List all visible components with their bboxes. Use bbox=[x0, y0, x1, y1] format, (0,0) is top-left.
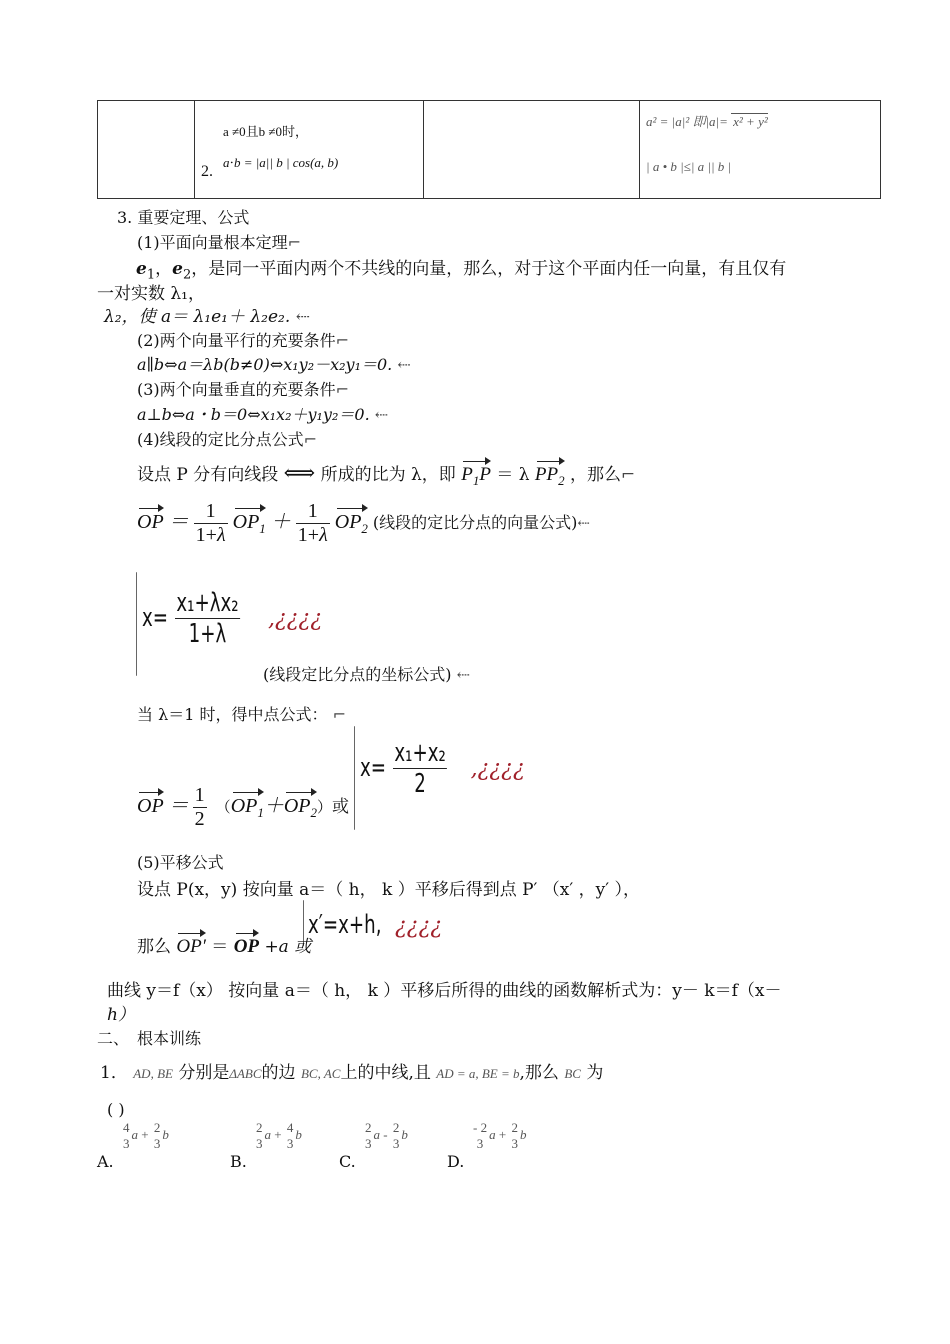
paragraph: 曲线 y＝f（x） 按向量 a＝（ h， k ）平移后所得的曲线的函数解析式为：y－ k＝f（x－ bbox=[107, 981, 782, 1001]
section-heading: 二、 根本训练 bbox=[97, 1029, 202, 1048]
translation-formula: 那么 OP′ ＝ OP +a 或 bbox=[137, 936, 312, 957]
options-row: A. 4 3 a + 2 3 b B. 2 3 a + 4 3 b C. 2 3 a - 2 3 b D. - 2 3 a + 2 3 b bbox=[97, 1120, 527, 1171]
subsection-title: (5)平移公式 bbox=[137, 853, 224, 872]
table-cell bbox=[640, 101, 881, 199]
question-1: 1． AD, BE 分别是ΔABC的边 BC, AC上的中线,且 AD = a, BE = b,那么 BC 为 bbox=[100, 1063, 604, 1083]
paragraph: λ₂，使 a＝ λ₁e₁＋ λ₂e₂. ⇠ bbox=[104, 307, 310, 327]
cell-formula: a² = |a|² 即|a|= x² + y² bbox=[646, 114, 768, 129]
subsection-title: (3)两个向量垂直的充要条件⌐ bbox=[137, 380, 350, 399]
note: (线段定比分点的坐标公式) ⇠ bbox=[263, 665, 470, 684]
paragraph: 一对实数 λ₁， bbox=[97, 284, 205, 304]
midpoint-vector-formula: OP ＝ $\frac{1}{2}$ $(OP_1+OP_2)$或 bbox=[137, 784, 350, 830]
paragraph: 设点 P 分有向线段 ⟺ 所成的比为 λ，即 $P_1P = \lambda$ $PP_2$ ，那么⌐ bbox=[137, 461, 636, 488]
cell-formula: | a • b |≤| a || b | bbox=[646, 159, 732, 174]
subsection-title: (4)线段的定比分点公式⌐ bbox=[137, 430, 318, 449]
section-heading: 3. 重要定理、公式 bbox=[117, 208, 250, 227]
cell-formula: a⋅b = |a|| b | cos(a, b) bbox=[223, 155, 339, 170]
brace bbox=[136, 572, 137, 676]
translation-system: x′=x+h, ¿¿¿¿ bbox=[308, 910, 443, 940]
paragraph: $e_1$，$e_2$，是同一平面内两个不共线的向量，那么，对于这个平面内任一向量，有且仅有 bbox=[136, 259, 787, 283]
midpoint-formula: x= $\frac{\text{x₁+x₂}}{2}$ ,¿¿¿¿ bbox=[360, 738, 525, 799]
paragraph: 设点 P(x，y) 按向量 a＝（ h， k ）平移后得到点 P′ （x′ ，y′ ）， bbox=[137, 880, 641, 900]
table-cell bbox=[424, 101, 640, 199]
coordinate-formula: x= $\frac{\text{x₁+λx₂}}{1+\lambda}$ ,¿¿¿¿ bbox=[142, 588, 323, 649]
return-mark: ⌐ bbox=[287, 233, 302, 252]
vector-formula: OP ＝ $\frac{1}{1+\lambda}$ $OP_1$ ＋ $\frac{1}{1+\lambda}$ $OP_2$ (线段的定比分点的向量公式)⇠ bbox=[137, 500, 590, 546]
properties-table bbox=[97, 100, 881, 199]
paragraph: 当 λ＝1 时，得中点公式： ⌐ bbox=[137, 705, 346, 724]
table-cell bbox=[98, 101, 195, 199]
subsection-title: (1)平面向量根本定理⌐ bbox=[137, 233, 302, 252]
cell-text: a ≠0且b ≠0时， bbox=[223, 124, 309, 139]
formula: a⊥b⇔a・b＝0⇔x₁x₂＋y₁y₂＝0. ⇠ bbox=[137, 405, 389, 424]
double-arrow-icon: ⟺ bbox=[283, 461, 316, 486]
cell-number: 2. bbox=[201, 163, 213, 180]
formula: a∥b⇔a＝λb(b≠0)⇔x₁y₂－x₂y₁＝0. ⇠ bbox=[137, 355, 411, 374]
paragraph: h） bbox=[107, 1005, 135, 1025]
table-cell bbox=[195, 101, 424, 199]
answer-paren: ( ) bbox=[107, 1100, 125, 1119]
subsection-title: (2)两个向量平行的充要条件⌐ bbox=[137, 331, 350, 350]
brace bbox=[354, 726, 355, 830]
